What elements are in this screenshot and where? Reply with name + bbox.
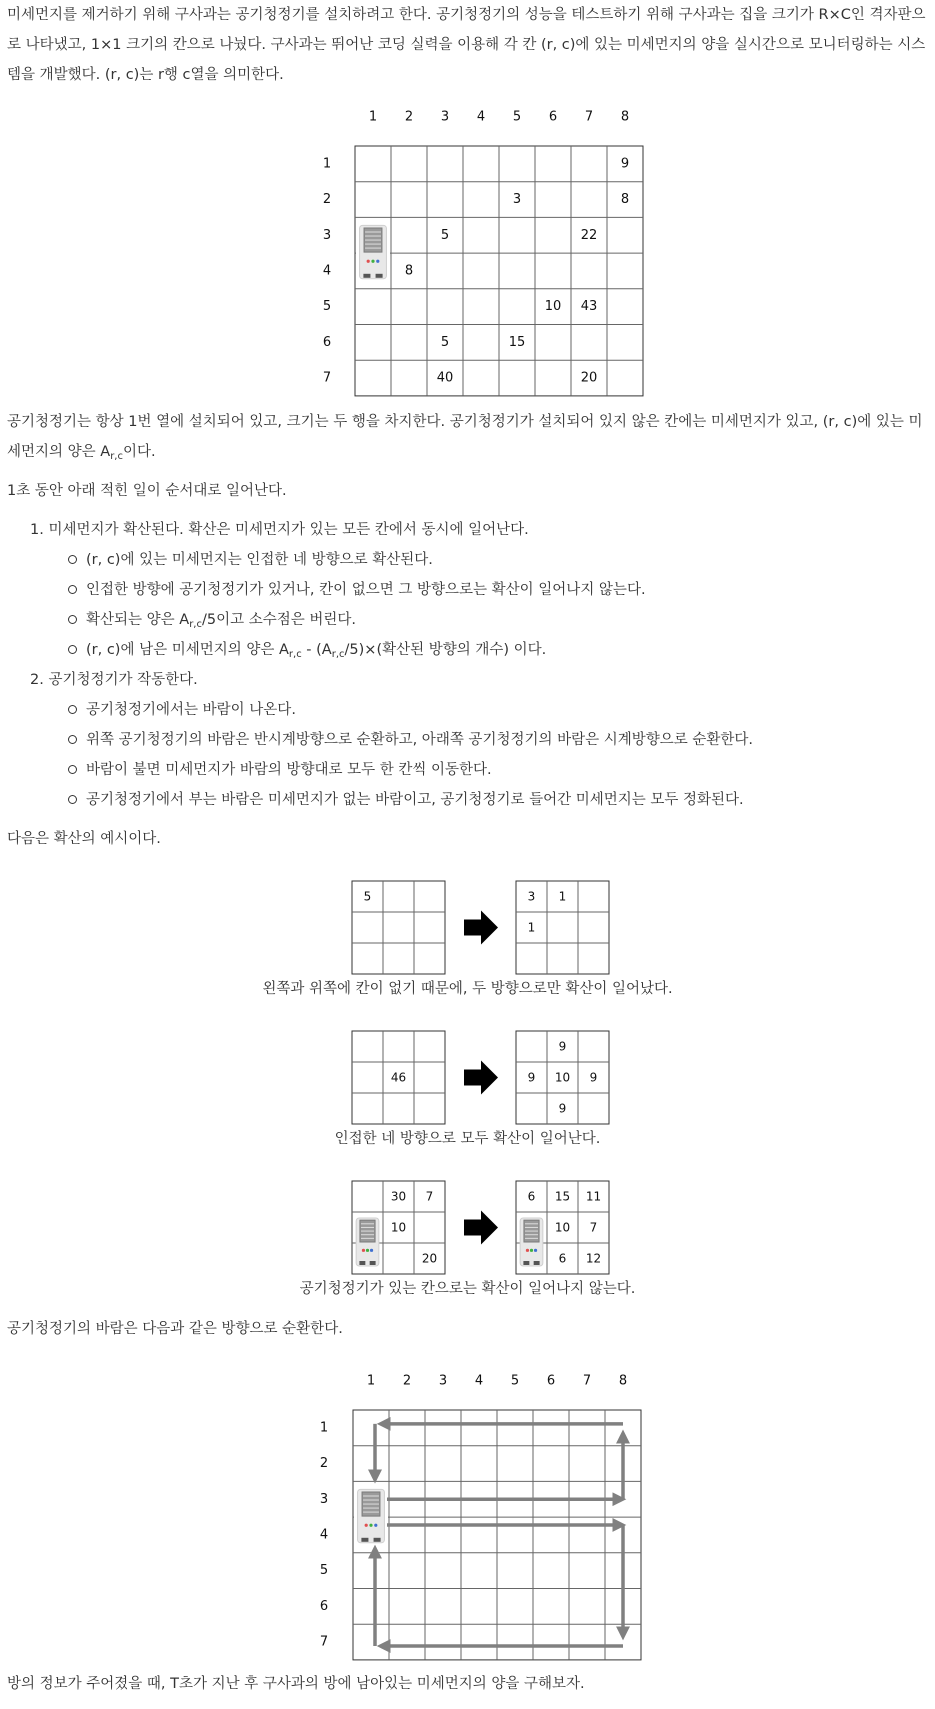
wind-intro: 공기청정기의 바람은 다음과 같은 방향으로 순환한다. [7,1321,343,1337]
column-label: 2 [402,1373,412,1389]
row-label: 2 [322,192,332,208]
column-label: 4 [474,1373,484,1389]
example-right-value: 12 [585,1251,602,1266]
purifier-bg [354,1482,388,1551]
dust-value: 40 [436,370,454,386]
example-left-value: 10 [390,1220,407,1235]
example-2-right-grid [516,1031,609,1124]
air-purifier-icon [358,1489,385,1542]
dust-value: 20 [580,370,598,386]
dust-value: 8 [404,263,414,279]
purifier-description [7,407,927,467]
column-label: 4 [476,109,486,125]
step-2: 2. 공기청정기가 작동한다. [30,672,198,688]
row-label: 6 [319,1598,329,1614]
row-label: 6 [322,334,332,350]
example-right-value: 1 [558,889,567,904]
step-1-d: (r, c)에 남은 미세먼지의 양은 $A_{r,c} - (A_{r,c}/5)\times$(확산된 방향의 개수) 이다. [70,635,546,665]
wind-grid [353,1410,641,1660]
order-paragraph: 1초 동안 아래 적힌 일이 순서대로 일어난다. [7,483,287,499]
dust-value: 9 [620,156,630,172]
example-right-value: 9 [558,1039,567,1054]
dust-value: 15 [508,334,526,350]
example-left-value: 20 [421,1251,438,1266]
column-label: 1 [368,109,378,125]
air-purifier-icon [360,225,387,278]
row-label: 3 [319,1491,329,1507]
column-label: 6 [546,1373,556,1389]
example-3-right-grid [516,1181,609,1274]
air-purifier-icon [520,1218,543,1266]
purifier-text-end: 이다. [122,444,156,460]
intro-paragraph: 미세먼지를 제거하기 위해 구사과는 공기청정기를 설치하려고 한다. 공기청정기의 성능을 테스트하기 위해 구사과는 집을 크기가 R×C인 격자판으로 나타냈고, 1×1 크기의 칸으로 나눴다. 구사과는 뛰어난 코딩 실력을 이용해 각 칸 (r, c)에 있는 미세먼지의 양을 실시간으로 모니터링하는 시스템을 개발했다. (r, c)는 r행 c열을 의미한다. [7,7,926,83]
row-label: 7 [319,1634,329,1650]
column-label: 7 [582,1373,592,1389]
example-right-value: 7 [589,1220,598,1235]
example-1-caption: 왼쪽과 위쪽에 칸이 없기 때문에, 두 방향으로만 확산이 일어났다. [262,981,673,997]
example-3-left-grid [352,1181,445,1274]
example-left-value: 30 [390,1189,407,1204]
example-right-value: 1 [527,920,536,935]
example-3-caption: 공기청정기가 있는 칸으로는 확산이 일어나지 않는다. [299,1281,636,1297]
dust-value: 43 [580,299,598,315]
step-2-c: 바람이 불면 미세먼지가 바람의 방향대로 모두 한 칸씩 이동한다. [70,755,492,785]
example-right-value: 11 [585,1189,602,1204]
step-2-d: 공기청정기에서 부는 바람은 미세먼지가 없는 바람이고, 공기청정기로 들어간 미세먼지는 모두 정화된다. [70,785,744,815]
dust-value: 8 [620,192,630,208]
example-right-value: 9 [558,1101,567,1116]
dust-value: 3 [512,192,522,208]
example-1-right-grid [516,881,609,974]
column-label: 3 [438,1373,448,1389]
column-label: 5 [512,109,522,125]
right-arrow-icon [464,1211,498,1245]
dust-value: 5 [440,334,450,350]
row-label: 5 [319,1563,329,1579]
main-grid [355,146,643,396]
example-1-left-grid [352,881,445,974]
step-2-b: 위쪽 공기청정기의 바람은 반시계방향으로 순환하고, 아래쪽 공기청정기의 바람은 시계방향으로 순환한다. [70,725,753,755]
right-arrow-icon [464,911,498,945]
row-label: 2 [319,1456,329,1472]
example-left-value: 7 [425,1189,434,1204]
row-label: 5 [322,299,332,315]
example-left-value: 5 [363,889,372,904]
row-label: 4 [322,263,332,279]
example-2-left-grid [352,1031,445,1124]
row-label: 7 [322,370,332,386]
example-right-value: 6 [558,1251,567,1266]
example-right-value: 3 [527,889,536,904]
column-label: 5 [510,1373,520,1389]
example-right-value: 10 [554,1220,571,1235]
example-right-value: 6 [527,1189,536,1204]
step-1-b: 인접한 방향에 공기청정기가 있거나, 칸이 없으면 그 방향으로는 확산이 일어나지 않는다. [70,575,646,605]
row-label: 3 [322,227,332,243]
purifier-text: 공기청정기는 항상 1번 열에 설치되어 있고, 크기는 두 행을 차지한다. 공기청정기가 설치되어 있지 않은 칸에는 미세먼지가 있고, (r, c)에 있는 미세먼지의 양은 A [7,414,923,460]
column-label: 7 [584,109,594,125]
column-label: 6 [548,109,558,125]
example-left-value: 46 [390,1070,407,1085]
column-label: 8 [618,1373,628,1389]
step-1-c: 확산되는 양은 $A_{r,c}/5$이고 소수점은 버린다. [70,605,356,635]
air-purifier-icon [356,1218,379,1266]
example-2-caption: 인접한 네 방향으로 모두 확산이 일어난다. [334,1131,601,1147]
dust-value: 22 [580,227,598,243]
dust-value: 5 [440,227,450,243]
final-paragraph: 방의 정보가 주어졌을 때, T초가 지난 후 구사과의 방에 남아있는 미세먼지의 양을 구해보자. [7,1676,585,1692]
column-label: 1 [366,1373,376,1389]
column-label: 3 [440,109,450,125]
row-label: 1 [319,1420,329,1436]
step-1: 1. 미세먼지가 확산된다. 확산은 미세먼지가 있는 모든 칸에서 동시에 일어난다. [30,522,529,538]
step-1-a: (r, c)에 있는 미세먼지는 인접한 네 방향으로 확산된다. [70,545,433,575]
column-label: 8 [620,109,630,125]
dust-value: 10 [544,299,562,315]
row-label: 1 [322,156,332,172]
purifier-bg [356,218,390,287]
step-2-a: 공기청정기에서는 바람이 나온다. [70,695,296,725]
subscript-rc: r,c [110,451,123,462]
example-intro: 다음은 확산의 예시이다. [7,831,161,847]
example-right-value: 9 [589,1070,598,1085]
row-label: 4 [319,1527,329,1543]
example-right-value: 9 [527,1070,536,1085]
right-arrow-icon [464,1061,498,1095]
example-right-value: 10 [554,1070,571,1085]
column-label: 2 [404,109,414,125]
example-right-value: 15 [554,1189,571,1204]
